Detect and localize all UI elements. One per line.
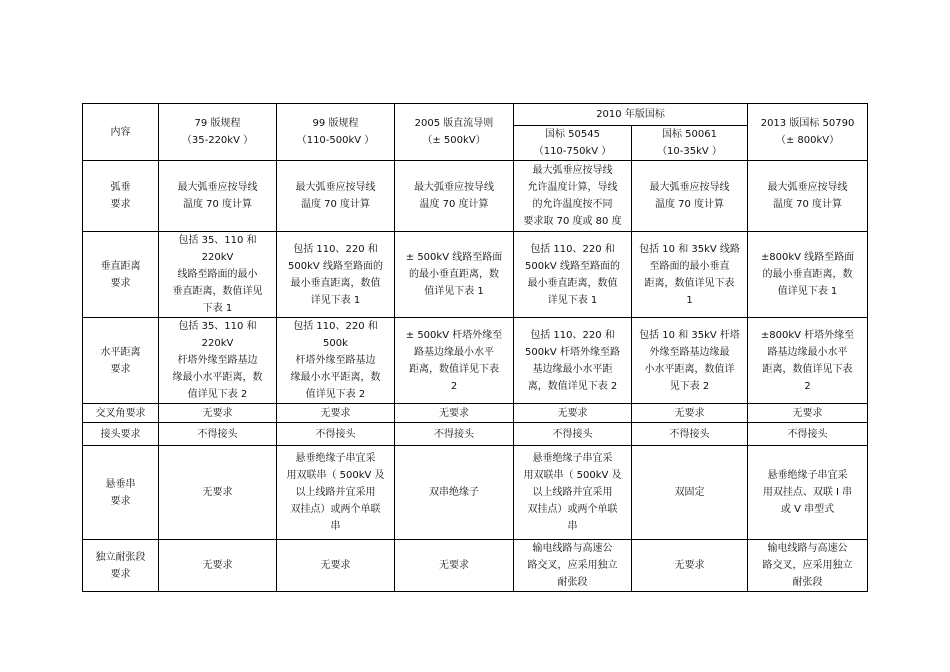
table-cell: 包括 35、110 和 220kV 线路至路面的最小 垂直距离，数值详见 下表 1 <box>159 232 277 318</box>
table-row-horizontal-distance <box>83 318 868 404</box>
table-cell: ± 500kV 线路至路面 的最小垂直距离，数 值详见下表 1 <box>395 232 514 318</box>
table-cell: 包括 35、110 和 220kV 杆塔外缘至路基边 缘最小水平距离，数 值详见下表 2 <box>159 318 277 404</box>
row-label: 独立耐张段 要求 <box>83 540 159 592</box>
table-cell: 无要求 <box>277 540 395 592</box>
table-cell: 不得接头 <box>514 423 632 446</box>
table-row-tension-section <box>83 540 868 592</box>
header-row <box>83 104 868 126</box>
table-cell: 不得接头 <box>277 423 395 446</box>
table-row-joint <box>83 423 868 446</box>
table-cell: ±800kV 杆塔外缘至 路基边缘最小水平 距离，数值详见下表 2 <box>748 318 868 404</box>
row-label: 水平距离 要求 <box>83 318 159 404</box>
header-2005-dc-guide: 2005 版直流导则 （± 500kV） <box>395 104 514 161</box>
table-cell: 最大弧垂应按导线 温度 70 度计算 <box>395 161 514 232</box>
table-cell: 无要求 <box>159 446 277 540</box>
table-row-suspension-string <box>83 446 868 540</box>
table-cell: 无要求 <box>277 404 395 423</box>
table-cell: 包括 110、220 和 500kV 线路至路面的 最小垂直距离，数值 详见下表 1 <box>277 232 395 318</box>
table-cell: 无要求 <box>159 540 277 592</box>
header-2010-national-standard: 2010 年版国标 <box>514 104 748 126</box>
table-cell: 无要求 <box>395 404 514 423</box>
header-1979-code: 79 版规程 （35-220kV ） <box>159 104 277 161</box>
table-cell: 悬垂绝缘子串宜采 用双挂点、双联 I 串 或 V 串型式 <box>748 446 868 540</box>
table-cell: 包括 10 和 35kV 线路 至路面的最小垂直 距离，数值详见下表 1 <box>632 232 748 318</box>
header-gb-50545: 国标 50545 （110-750kV ） <box>514 126 632 161</box>
table-cell: 悬垂绝缘子串宜采 用双联串（ 500kV 及 以上线路并宜采用 双挂点）或两个单联 串 <box>277 446 395 540</box>
table-cell: 双串绝缘子 <box>395 446 514 540</box>
table-cell: 包括 10 和 35kV 杆塔 外缘至路基边缘最 小水平距离，数值详 见下表 2 <box>632 318 748 404</box>
table-cell: 最大弧垂应按导线 温度 70 度计算 <box>277 161 395 232</box>
table-cell: ±800kV 线路至路面 的最小垂直距离，数 值详见下表 1 <box>748 232 868 318</box>
table-cell: 无要求 <box>632 404 748 423</box>
table-cell: 不得接头 <box>159 423 277 446</box>
table-cell: 不得接头 <box>395 423 514 446</box>
table-cell: 悬垂绝缘子串宜采 用双联串（ 500kV 及 以上线路并宜采用 双挂点）或两个单联 串 <box>514 446 632 540</box>
header-content: 内容 <box>83 104 159 161</box>
row-label: 交叉角要求 <box>83 404 159 423</box>
table-cell: 包括 110、220 和 500kV 杆塔外缘至路 基边缘最小水平距 离，数值详见下表 2 <box>514 318 632 404</box>
comparison-table <box>82 103 868 592</box>
table-cell: 输电线路与高速公 路交叉，应采用独立 耐张段 <box>514 540 632 592</box>
table-cell: 无要求 <box>159 404 277 423</box>
row-label: 接头要求 <box>83 423 159 446</box>
table-cell: 不得接头 <box>748 423 868 446</box>
table-cell: 包括 110、220 和 500kV 线路至路面的 最小垂直距离，数值 详见下表 1 <box>514 232 632 318</box>
table-cell: 无要求 <box>514 404 632 423</box>
table-cell: ± 500kV 杆塔外缘至 路基边缘最小水平 距离，数值详见下表 2 <box>395 318 514 404</box>
table-cell: 无要求 <box>748 404 868 423</box>
table-cell: 最大弧垂应按导线 温度 70 度计算 <box>632 161 748 232</box>
table-cell: 最大弧垂应按导线 温度 70 度计算 <box>159 161 277 232</box>
row-label: 垂直距离 要求 <box>83 232 159 318</box>
table-cell: 输电线路与高速公 路交叉，应采用独立 耐张段 <box>748 540 868 592</box>
table-cell: 不得接头 <box>632 423 748 446</box>
table-cell: 双固定 <box>632 446 748 540</box>
table-cell: 最大弧垂应按导线 温度 70 度计算 <box>748 161 868 232</box>
table-cell: 包括 110、220 和 500k 杆塔外缘至路基边 缘最小水平距离，数 值详见下表 2 <box>277 318 395 404</box>
table-cell: 无要求 <box>395 540 514 592</box>
table-row-sag <box>83 161 868 232</box>
table-row-crossing-angle <box>83 404 868 423</box>
row-label: 悬垂串 要求 <box>83 446 159 540</box>
row-label: 弧垂 要求 <box>83 161 159 232</box>
table-cell: 无要求 <box>632 540 748 592</box>
table-row-vertical-distance <box>83 232 868 318</box>
table-cell: 最大弧垂应按导线 允许温度计算，导线 的允许温度按不同 要求取 70 度或 80 度 <box>514 161 632 232</box>
header-1999-code: 99 版规程 （110-500kV ） <box>277 104 395 161</box>
header-2013-national-standard: 2013 版国标 50790 （± 800kV） <box>748 104 868 161</box>
header-gb-50061: 国标 50061 （10-35kV ） <box>632 126 748 161</box>
